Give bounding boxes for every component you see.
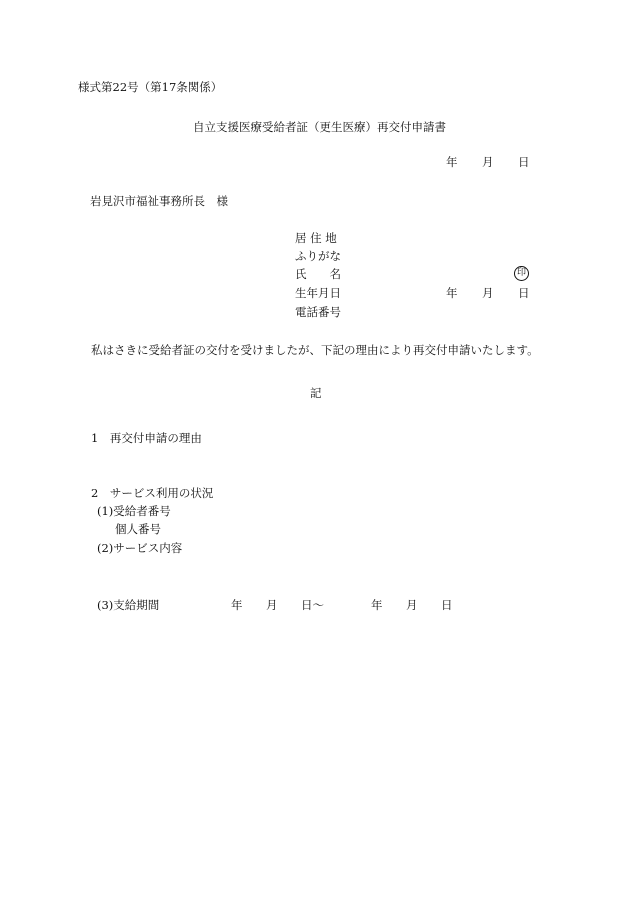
date-day: 日 [518, 155, 530, 169]
supply-period-label: (3)支給期間 [97, 598, 160, 612]
phone-label: 電話番号 [295, 305, 341, 319]
period-to-year: 年 [371, 598, 383, 612]
date-year: 年 [446, 155, 458, 169]
birth-day: 日 [518, 286, 530, 300]
addressee: 岩見沢市福祉事務所長 様 [90, 194, 228, 208]
ki-heading: 記 [310, 386, 322, 400]
name-label: 氏 名 [295, 267, 341, 281]
period-from-day: 日～ [301, 598, 324, 612]
birth-year: 年 [446, 286, 458, 300]
period-from-month: 月 [266, 598, 278, 612]
birth-month: 月 [482, 286, 494, 300]
individual-number-label: 個人番号 [115, 522, 161, 536]
document-title: 自立支援医療受給者証（更生医療）再交付申請書 [193, 120, 446, 134]
date-month: 月 [482, 155, 494, 169]
seal-mark: 印 [514, 266, 529, 281]
address-label: 居 住 地 [295, 231, 337, 245]
form-number: 様式第22号（第17条関係） [78, 80, 223, 94]
period-to-month: 月 [406, 598, 418, 612]
statement: 私はさきに受給者証の交付を受けましたが、下記の理由により再交付申請いたします。 [91, 343, 539, 357]
item-service-status: 2 サービス利用の状況 [91, 486, 214, 500]
recipient-number-label: (1)受給者番号 [97, 504, 171, 518]
period-to-day: 日 [441, 598, 453, 612]
birthdate-label: 生年月日 [295, 286, 341, 300]
service-content-label: (2)サービス内容 [97, 541, 183, 555]
period-from-year: 年 [231, 598, 243, 612]
furigana-label: ふりがな [295, 249, 341, 263]
item-reason: 1 再交付申請の理由 [91, 431, 202, 445]
